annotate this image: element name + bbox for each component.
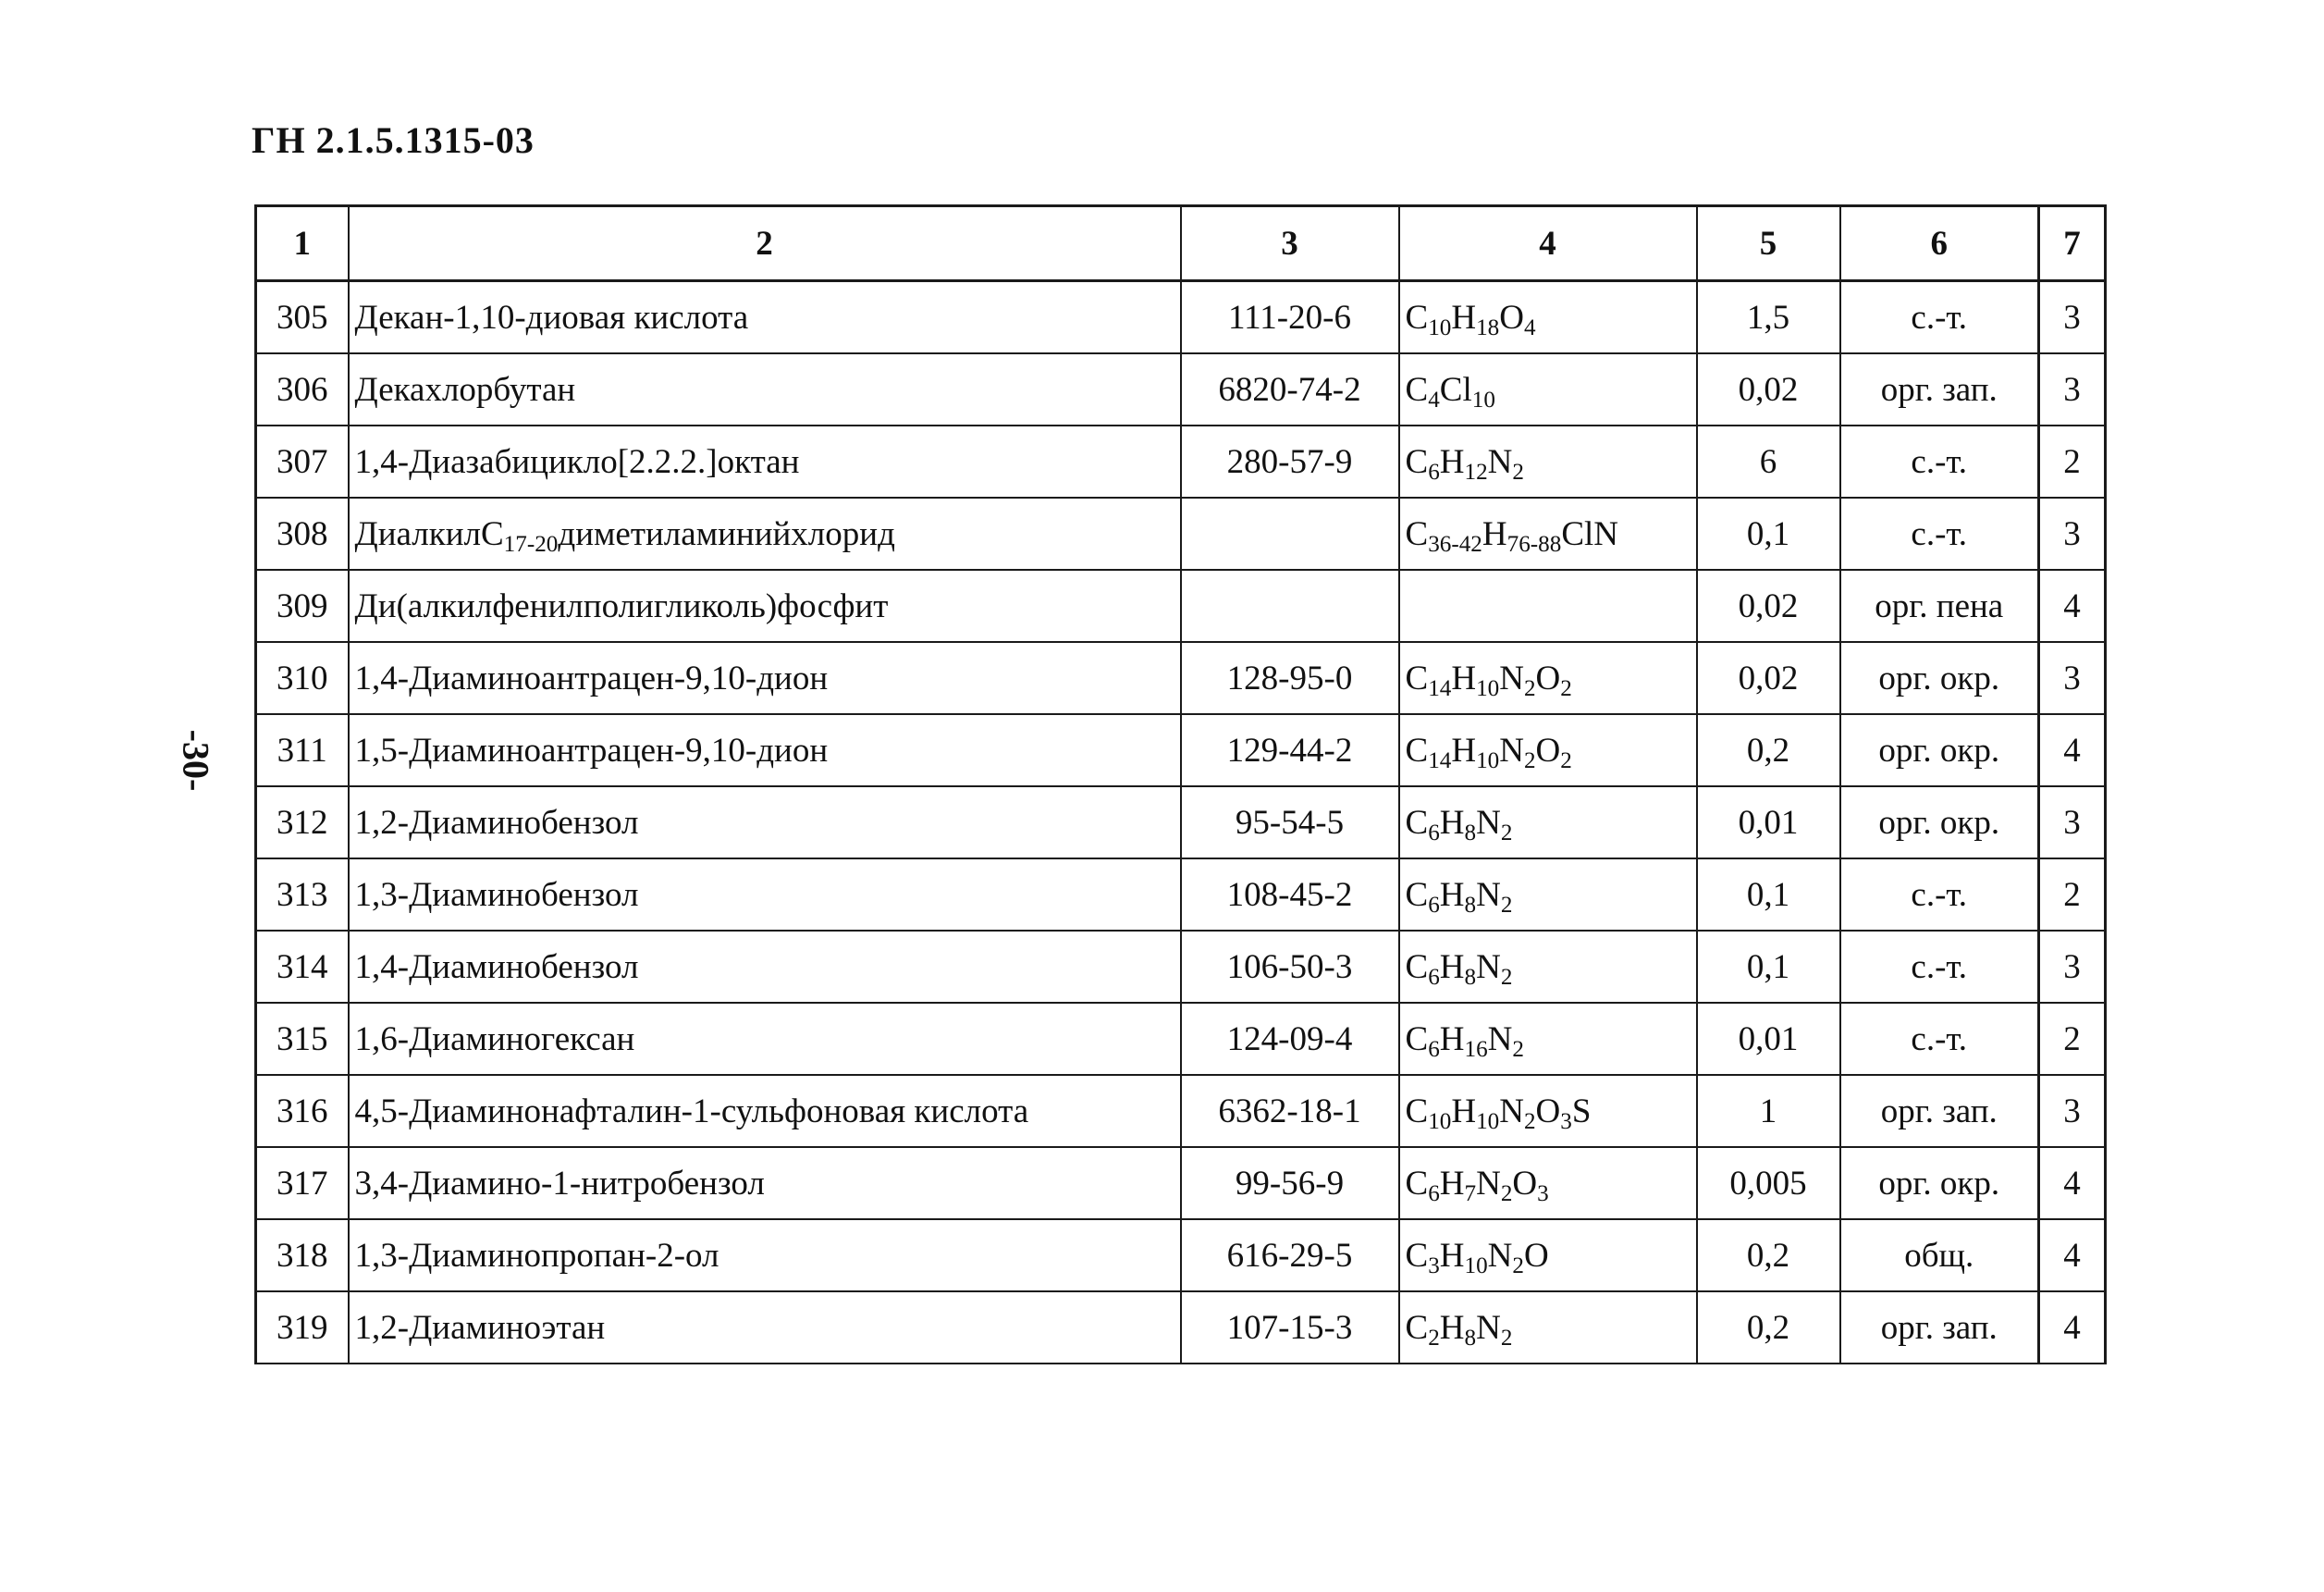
text-part: N bbox=[1476, 947, 1501, 986]
limit-value-cell: 0,01 bbox=[1697, 1003, 1840, 1075]
subscript: 10 bbox=[1471, 387, 1495, 413]
subscript: 2 bbox=[1428, 1325, 1440, 1351]
formula-cell bbox=[1399, 426, 1697, 498]
subscript: 10 bbox=[1428, 1108, 1452, 1134]
subscript: 2 bbox=[1523, 747, 1536, 773]
subscript: 2 bbox=[1512, 1036, 1524, 1062]
formula-cell bbox=[1399, 714, 1697, 786]
row-number-cell: 312 bbox=[256, 786, 349, 858]
cas-number-cell bbox=[1181, 570, 1399, 642]
limit-value-cell: 1 bbox=[1697, 1075, 1840, 1147]
row-number-cell: 305 bbox=[256, 281, 349, 354]
formula-cell bbox=[1399, 858, 1697, 931]
hazard-class-cell: 4 bbox=[2039, 714, 2106, 786]
formula-cell bbox=[1399, 1147, 1697, 1219]
substance-name-cell: 1,4-Диаминоантрацен-9,10-дион bbox=[349, 642, 1181, 714]
subscript: 2 bbox=[1560, 675, 1572, 701]
column-header-7: 7 bbox=[2039, 206, 2106, 281]
hazard-class-cell: 3 bbox=[2039, 353, 2106, 426]
limit-value-cell: 0,01 bbox=[1697, 786, 1840, 858]
subscript: 3 bbox=[1428, 1253, 1440, 1278]
hazard-class-cell: 2 bbox=[2039, 426, 2106, 498]
text-part: H bbox=[1451, 298, 1477, 337]
header-row bbox=[256, 206, 2106, 281]
subscript: 2 bbox=[1512, 459, 1524, 485]
subscript: 6 bbox=[1428, 964, 1440, 990]
cas-number-cell: 124-09-4 bbox=[1181, 1003, 1399, 1075]
subscript: 12 bbox=[1464, 459, 1488, 485]
subscript: 2 bbox=[1523, 675, 1536, 701]
row-number-cell: 310 bbox=[256, 642, 349, 714]
harm-sign-cell: с.-т. bbox=[1840, 1003, 2039, 1075]
text-part: N bbox=[1487, 1019, 1513, 1058]
hazard-class-cell: 2 bbox=[2039, 1003, 2106, 1075]
subscript: 8 bbox=[1464, 892, 1477, 918]
formula-cell bbox=[1399, 786, 1697, 858]
limit-value-cell: 0,1 bbox=[1697, 858, 1840, 931]
harm-sign-cell: орг. зап. bbox=[1840, 1075, 2039, 1147]
formula-cell bbox=[1399, 642, 1697, 714]
cas-number-cell: 108-45-2 bbox=[1181, 858, 1399, 931]
subscript: 10 bbox=[1428, 315, 1452, 340]
subscript: 10 bbox=[1476, 1108, 1500, 1134]
text-part: C bbox=[1405, 370, 1429, 409]
subscript: 8 bbox=[1464, 820, 1477, 845]
text-part: N bbox=[1476, 803, 1501, 842]
text-part: N bbox=[1476, 875, 1501, 914]
harm-sign-cell: орг. зап. bbox=[1840, 1291, 2039, 1364]
text-part: C bbox=[1405, 1164, 1429, 1203]
limit-value-cell: 0,02 bbox=[1697, 353, 1840, 426]
substance-name-cell: 1,4-Диаминобензол bbox=[349, 931, 1181, 1003]
substance-name-cell: 1,3-Диаминобензол bbox=[349, 858, 1181, 931]
hazard-class-cell: 3 bbox=[2039, 281, 2106, 354]
cas-number-cell: 6362-18-1 bbox=[1181, 1075, 1399, 1147]
row-number-cell: 313 bbox=[256, 858, 349, 931]
subscript: 6 bbox=[1428, 820, 1440, 845]
row-number-cell: 319 bbox=[256, 1291, 349, 1364]
text-part: N bbox=[1476, 1164, 1501, 1203]
subscript: 7 bbox=[1464, 1180, 1477, 1206]
text-part: Cl bbox=[1439, 370, 1472, 409]
hazard-class-cell: 3 bbox=[2039, 786, 2106, 858]
text-part: N bbox=[1499, 731, 1524, 770]
cas-number-cell: 111-20-6 bbox=[1181, 281, 1399, 354]
formula-cell bbox=[1399, 1075, 1697, 1147]
limit-value-cell: 0,1 bbox=[1697, 931, 1840, 1003]
harm-sign-cell: орг. окр. bbox=[1840, 642, 2039, 714]
cas-number-cell: 106-50-3 bbox=[1181, 931, 1399, 1003]
substance-name-cell: 1,4-Диазабицикло[2.2.2.]октан bbox=[349, 426, 1181, 498]
cas-number-cell: 129-44-2 bbox=[1181, 714, 1399, 786]
text-part: N bbox=[1487, 442, 1513, 481]
substance-name-cell: 1,5-Диаминоантрацен-9,10-дион bbox=[349, 714, 1181, 786]
text-part: O bbox=[1535, 1092, 1561, 1130]
hazard-class-cell: 2 bbox=[2039, 858, 2106, 931]
subscript: 6 bbox=[1428, 459, 1440, 485]
text-part: ДиалкилС bbox=[354, 514, 504, 553]
cas-number-cell: 99-56-9 bbox=[1181, 1147, 1399, 1219]
table-row bbox=[256, 570, 2106, 642]
cas-number-cell: 128-95-0 bbox=[1181, 642, 1399, 714]
hazard-class-cell: 4 bbox=[2039, 1291, 2106, 1364]
subscript: 76-88 bbox=[1506, 531, 1562, 557]
substance-name-cell: 1,2-Диаминоэтан bbox=[349, 1291, 1181, 1364]
text-part: O bbox=[1535, 659, 1561, 697]
substance-name-cell: 1,6-Диаминогексан bbox=[349, 1003, 1181, 1075]
text-part: C bbox=[1405, 803, 1429, 842]
harm-sign-cell: орг. окр. bbox=[1840, 714, 2039, 786]
formula-cell bbox=[1399, 353, 1697, 426]
text-part: H bbox=[1439, 875, 1465, 914]
cas-number-cell: 107-15-3 bbox=[1181, 1291, 1399, 1364]
harm-sign-cell: орг. окр. bbox=[1840, 1147, 2039, 1219]
column-header-1: 1 bbox=[256, 206, 349, 281]
table-row bbox=[256, 1003, 2106, 1075]
subscript: 2 bbox=[1500, 1180, 1513, 1206]
harm-sign-cell: с.-т. bbox=[1840, 858, 2039, 931]
harm-sign-cell: с.-т. bbox=[1840, 498, 2039, 570]
text-part: C bbox=[1405, 442, 1429, 481]
subscript: 8 bbox=[1464, 1325, 1477, 1351]
formula-cell bbox=[1399, 1291, 1697, 1364]
harm-sign-cell: с.-т. bbox=[1840, 281, 2039, 354]
row-number-cell: 315 bbox=[256, 1003, 349, 1075]
hazard-class-cell: 4 bbox=[2039, 1147, 2106, 1219]
harm-sign-cell: орг. пена bbox=[1840, 570, 2039, 642]
text-part: C bbox=[1405, 1308, 1429, 1347]
subscript: 2 bbox=[1523, 1108, 1536, 1134]
row-number-cell: 309 bbox=[256, 570, 349, 642]
row-number-cell: 307 bbox=[256, 426, 349, 498]
text-part: H bbox=[1439, 1308, 1465, 1347]
text-part: O bbox=[1535, 731, 1561, 770]
subscript: 6 bbox=[1428, 1036, 1440, 1062]
table-row bbox=[256, 426, 2106, 498]
row-number-cell: 306 bbox=[256, 353, 349, 426]
table-row bbox=[256, 931, 2106, 1003]
subscript: 6 bbox=[1428, 1180, 1440, 1206]
text-part: S bbox=[1571, 1092, 1592, 1130]
cas-number-cell: 280-57-9 bbox=[1181, 426, 1399, 498]
harm-sign-cell: общ. bbox=[1840, 1219, 2039, 1291]
subscript: 14 bbox=[1428, 747, 1452, 773]
subscript: 2 bbox=[1500, 892, 1513, 918]
text-part: C bbox=[1405, 1019, 1429, 1058]
row-number-cell: 314 bbox=[256, 931, 349, 1003]
hazard-class-cell: 4 bbox=[2039, 570, 2106, 642]
table-row bbox=[256, 642, 2106, 714]
limit-value-cell: 0,2 bbox=[1697, 1219, 1840, 1291]
text-part: C bbox=[1405, 875, 1429, 914]
substance-name-cell: Декахлорбутан bbox=[349, 353, 1181, 426]
column-header-3: 3 bbox=[1181, 206, 1399, 281]
table-row bbox=[256, 353, 2106, 426]
hazard-class-cell: 3 bbox=[2039, 1075, 2106, 1147]
text-part: O bbox=[1512, 1164, 1538, 1203]
subscript: 4 bbox=[1523, 315, 1536, 340]
text-part: H bbox=[1439, 1164, 1465, 1203]
subscript: 10 bbox=[1476, 675, 1500, 701]
limit-value-cell: 0,02 bbox=[1697, 642, 1840, 714]
cas-number-cell: 6820-74-2 bbox=[1181, 353, 1399, 426]
subscript: 2 bbox=[1500, 820, 1513, 845]
cas-number-cell: 616-29-5 bbox=[1181, 1219, 1399, 1291]
subscript: 36-42 bbox=[1428, 531, 1482, 557]
hazard-class-cell: 3 bbox=[2039, 498, 2106, 570]
table-row bbox=[256, 1075, 2106, 1147]
substance-name-cell: Декан-1,10-диовая кислота bbox=[349, 281, 1181, 354]
row-number-cell: 311 bbox=[256, 714, 349, 786]
document-code: ГН 2.1.5.1315-03 bbox=[252, 119, 535, 161]
table-row bbox=[256, 1291, 2106, 1364]
substance-name-cell: 1,2-Диаминобензол bbox=[349, 786, 1181, 858]
harm-sign-cell: с.-т. bbox=[1840, 426, 2039, 498]
text-part: H bbox=[1439, 803, 1465, 842]
limit-value-cell: 6 bbox=[1697, 426, 1840, 498]
subscript: 3 bbox=[1537, 1180, 1549, 1206]
text-part: C bbox=[1405, 298, 1429, 337]
text-part: H bbox=[1482, 514, 1507, 553]
harm-sign-cell: орг. зап. bbox=[1840, 353, 2039, 426]
limit-value-cell: 0,2 bbox=[1697, 714, 1840, 786]
text-part: O bbox=[1499, 298, 1524, 337]
formula-cell bbox=[1399, 498, 1697, 570]
table-body bbox=[256, 281, 2106, 1364]
subscript: 2 bbox=[1560, 747, 1572, 773]
table-row bbox=[256, 1219, 2106, 1291]
text-part: C bbox=[1405, 731, 1429, 770]
row-number-cell: 308 bbox=[256, 498, 349, 570]
substance-name-cell: 1,3-Диаминопропан-2-ол bbox=[349, 1219, 1181, 1291]
subscript: 14 bbox=[1428, 675, 1452, 701]
subscript: 10 bbox=[1476, 747, 1500, 773]
subscript: 18 bbox=[1476, 315, 1500, 340]
text-part: C bbox=[1405, 1236, 1429, 1275]
cas-number-cell bbox=[1181, 498, 1399, 570]
substance-name-cell: Ди(алкилфенилполигликоль)фосфит bbox=[349, 570, 1181, 642]
limit-value-cell: 0,2 bbox=[1697, 1291, 1840, 1364]
table-row bbox=[256, 858, 2106, 931]
table-header bbox=[256, 206, 2106, 281]
substance-name-cell bbox=[349, 498, 1181, 570]
text-part: N bbox=[1487, 1236, 1513, 1275]
text-part: N bbox=[1499, 1092, 1524, 1130]
table-row bbox=[256, 498, 2106, 570]
hazard-class-cell: 4 bbox=[2039, 1219, 2106, 1291]
text-part: H bbox=[1439, 947, 1465, 986]
subscript: 3 bbox=[1560, 1108, 1572, 1134]
text-part: N bbox=[1499, 659, 1524, 697]
cas-number-cell: 95-54-5 bbox=[1181, 786, 1399, 858]
text-part: O bbox=[1523, 1236, 1549, 1275]
subscript: 17-20 bbox=[503, 531, 559, 557]
subscript: 2 bbox=[1512, 1253, 1524, 1278]
text-part: H bbox=[1439, 442, 1465, 481]
column-header-4: 4 bbox=[1399, 206, 1697, 281]
harm-sign-cell: с.-т. bbox=[1840, 931, 2039, 1003]
text-part: N bbox=[1476, 1308, 1501, 1347]
formula-cell bbox=[1399, 1003, 1697, 1075]
hazard-class-cell: 3 bbox=[2039, 931, 2106, 1003]
substance-name-cell: 4,5-Диаминонафталин-1-сульфоновая кислота bbox=[349, 1075, 1181, 1147]
formula-cell bbox=[1399, 281, 1697, 354]
formula-cell bbox=[1399, 570, 1697, 642]
formula-cell bbox=[1399, 931, 1697, 1003]
row-number-cell: 317 bbox=[256, 1147, 349, 1219]
table-row bbox=[256, 786, 2106, 858]
text-part: H bbox=[1451, 731, 1477, 770]
formula-cell bbox=[1399, 1219, 1697, 1291]
column-header-5: 5 bbox=[1697, 206, 1840, 281]
subscript: 2 bbox=[1500, 964, 1513, 990]
limit-value-cell: 1,5 bbox=[1697, 281, 1840, 354]
subscript: 6 bbox=[1428, 892, 1440, 918]
table-row bbox=[256, 281, 2106, 354]
limit-value-cell: 0,1 bbox=[1697, 498, 1840, 570]
column-header-6: 6 bbox=[1840, 206, 2039, 281]
text-part: H bbox=[1439, 1019, 1465, 1058]
subscript: 10 bbox=[1464, 1253, 1488, 1278]
limit-value-cell: 0,02 bbox=[1697, 570, 1840, 642]
table-row bbox=[256, 714, 2106, 786]
subscript: 8 bbox=[1464, 964, 1477, 990]
text-part: C bbox=[1405, 659, 1429, 697]
row-number-cell: 316 bbox=[256, 1075, 349, 1147]
text-part: C bbox=[1405, 947, 1429, 986]
row-number-cell: 318 bbox=[256, 1219, 349, 1291]
page-number: -30- bbox=[175, 729, 217, 792]
text-part: C bbox=[1405, 1092, 1429, 1130]
text-part: H bbox=[1439, 1236, 1465, 1275]
subscript: 4 bbox=[1428, 387, 1440, 413]
text-part: диметиламинийхлорид bbox=[558, 514, 895, 553]
hazard-class-cell: 3 bbox=[2039, 642, 2106, 714]
subscript: 2 bbox=[1500, 1325, 1513, 1351]
text-part: H bbox=[1451, 1092, 1477, 1130]
text-part: ClN bbox=[1561, 514, 1619, 553]
text-part: C bbox=[1405, 514, 1429, 553]
subscript: 16 bbox=[1464, 1036, 1488, 1062]
substance-name-cell: 3,4-Диамино-1-нитробензол bbox=[349, 1147, 1181, 1219]
table-row bbox=[256, 1147, 2106, 1219]
substances-table bbox=[254, 204, 2107, 1364]
text-part: H bbox=[1451, 659, 1477, 697]
limit-value-cell: 0,005 bbox=[1697, 1147, 1840, 1219]
column-header-2: 2 bbox=[349, 206, 1181, 281]
harm-sign-cell: орг. окр. bbox=[1840, 786, 2039, 858]
